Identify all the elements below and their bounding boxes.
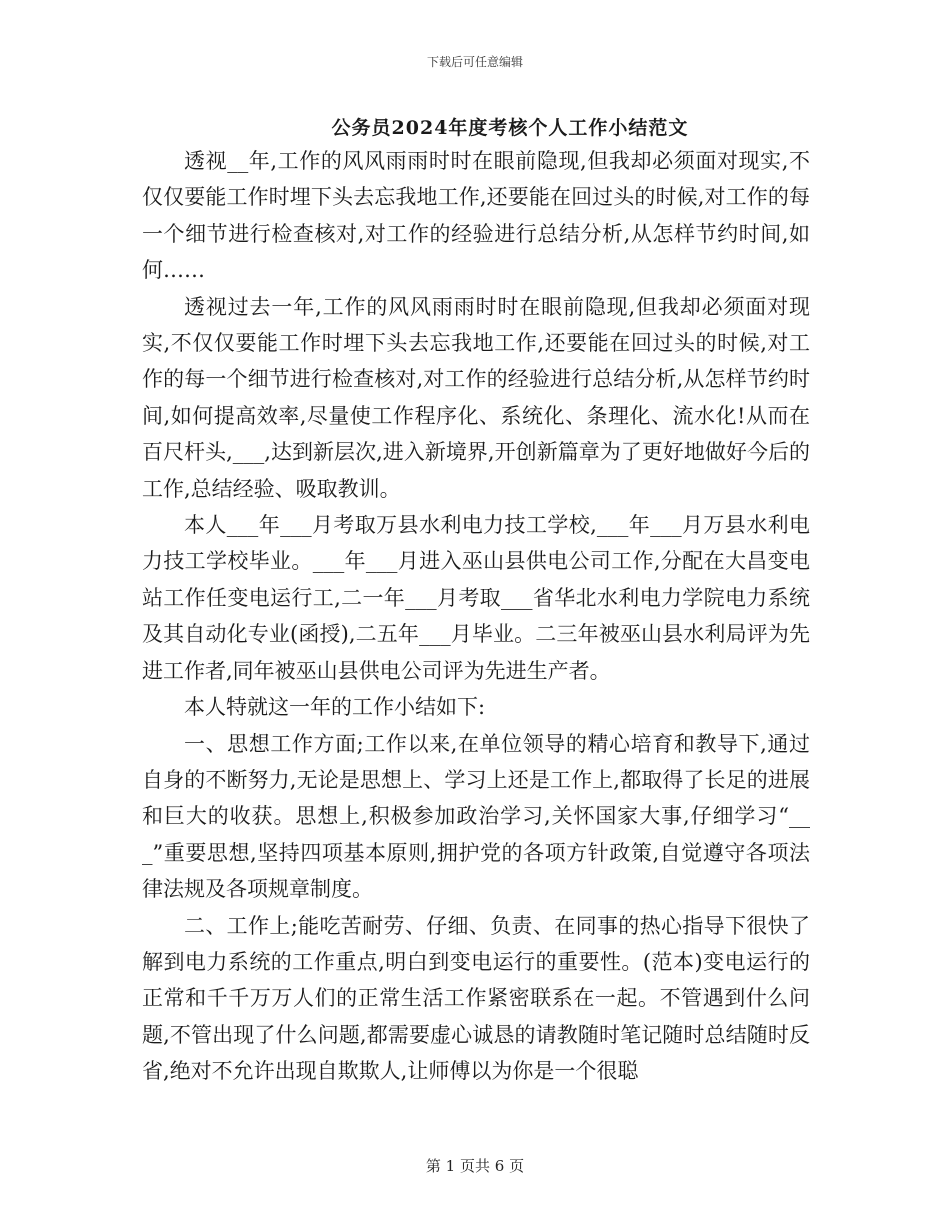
document-body bbox=[142, 143, 810, 1090]
page-number-footer: 第 1 页共 6 页 bbox=[425, 1157, 525, 1175]
body-paragraph: 一、思想工作方面;工作以来,在单位领导的精心培育和教导下,通过自身的不断努力,无论是思想上、学习上还是工作上,都取得了长足的进展和巨大的收获。思想上,积极参加政治学习,关怀国家大事,仔细学习“___”重要思想,坚持四项基本原则,拥护党的各项方针政策,自觉遵守各项法律法规及各项规章制度。 bbox=[142, 731, 810, 902]
body-paragraph: 本人___年___月考取万县水利电力技工学校,___年___月万县水利电力技工学校毕业。___年___月进入巫山县供电公司工作,分配在大昌变电站工作任变电运行工,二一年___月考取___省华北水利电力学院电力系统及其自动化专业(函授),二五年___月毕业。二三年被巫山县水利局评为先进工作者,同年被巫山县供电公司评为先进生产者。 bbox=[142, 513, 810, 683]
document-title: 公务员2024年度考核个人工作小结范文 bbox=[331, 117, 689, 139]
body-paragraph: 透视__年,工作的风风雨雨时时在眼前隐现,但我却必须面对现实,不仅仅要能工作时埋下头去忘我地工作,还要能在回过头的时候,对工作的每一个细节进行检查核对,对工作的经验进行总结分析,从怎样节约时间,如何…… bbox=[142, 149, 810, 283]
body-paragraph: 透视过去一年,工作的风风雨雨时时在眼前隐现,但我却必须面对现实,不仅仅要能工作时埋下头去忘我地工作,还要能在回过头的时候,对工作的每一个细节进行检查核对,对工作的经验进行总结分析,从怎样节约时间,如何提高效率,尽量使工作程序化、系统化、条理化、流水化!从而在百尺杆头,___,达到新层次,进入新境界,开创新篇章为了更好地做好今后的工作,总结经验、吸取教训。 bbox=[142, 294, 810, 501]
page-header-note: 下载后可任意编辑 bbox=[426, 55, 523, 69]
body-paragraph: 二、工作上;能吃苦耐劳、仔细、负责、在同事的热心指导下很快了解到电力系统的工作重点,明白到变电运行的重要性。(范本)变电运行的正常和千千万万人们的正常生活工作紧密联系在一起。不管遇到什么问题,不管出现了什么问题,都需要虚心诚恳的请教随时笔记随时总结随时反省,绝对不允许出现自欺欺人,让师傅以为你是一个很聪 bbox=[142, 913, 810, 1084]
body-paragraph: 本人特就这一年的工作小结如下: bbox=[184, 695, 486, 720]
